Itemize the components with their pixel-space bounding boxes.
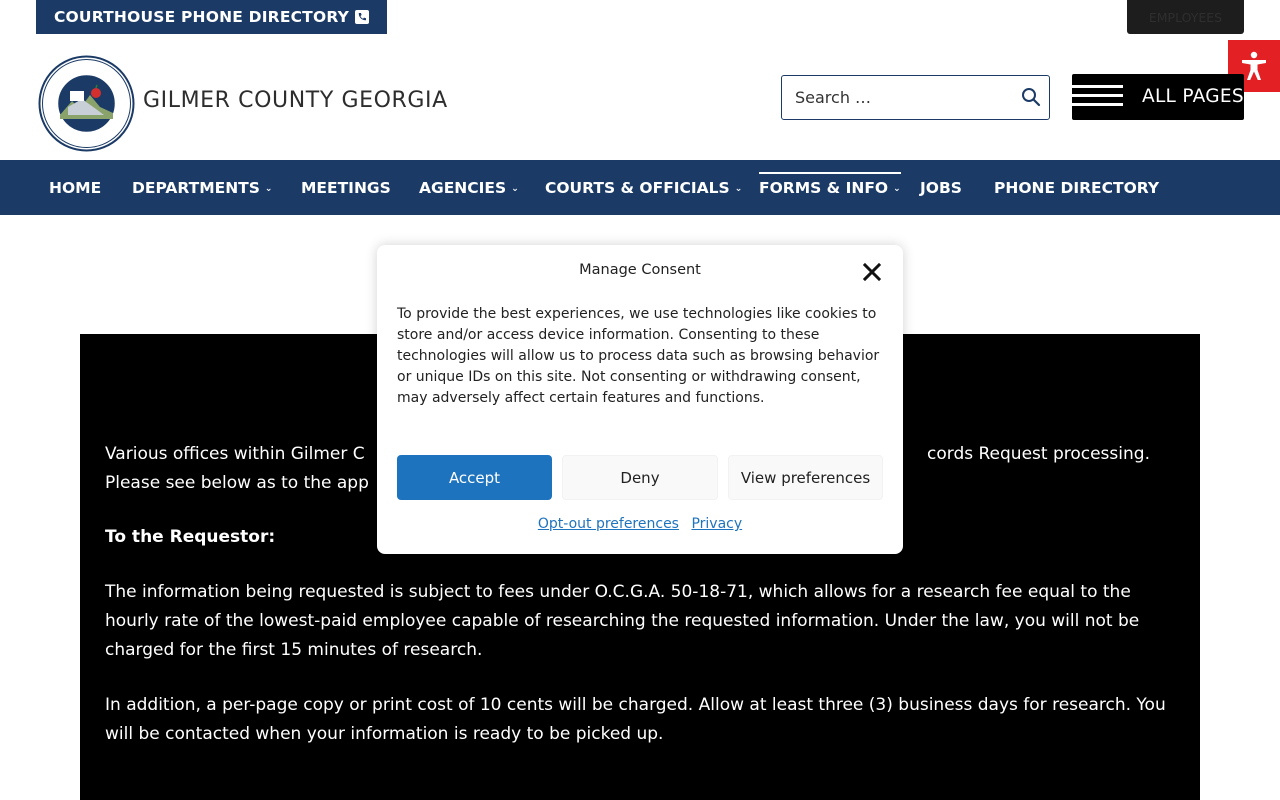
accept-button[interactable]: Accept — [397, 455, 552, 500]
chevron-down-icon: ⌄ — [511, 183, 519, 194]
all-pages-menu-button[interactable] — [1072, 74, 1244, 120]
requestor-heading: To the Requestor: — [105, 527, 276, 547]
opt-out-preferences-link[interactable]: Opt-out preferences — [537, 516, 679, 532]
employees-button[interactable]: EMPLOYEES — [1127, 0, 1244, 34]
main-navigation — [0, 160, 1280, 215]
site-title[interactable]: GILMER COUNTY GEORGIA — [143, 88, 448, 113]
chevron-down-icon: ⌄ — [734, 183, 743, 194]
phone-directory-label: COURTHOUSE PHONE DIRECTORY — [53, 8, 350, 26]
nav-meetings[interactable] — [301, 160, 391, 215]
hamburger-icon — [1072, 85, 1123, 107]
nav-agencies-label: AGENCIES — [419, 178, 507, 197]
fees-paragraph: The information being requested is subject to fees under O.C.G.A. 50-18-71, which allows for a research fee equal to the hourly rate of the lowest-paid employee capable of researching the requested information. Under the law, you will not be charged for the first 15 minutes of research. — [105, 582, 1140, 660]
intro-text-end: cords Request processing. — [927, 444, 1150, 464]
consent-title: Manage Consent — [579, 262, 701, 278]
nav-home[interactable] — [49, 160, 101, 215]
search-icon[interactable] — [1021, 87, 1041, 107]
chevron-down-icon: ⌄ — [264, 183, 273, 194]
consent-links — [377, 516, 903, 532]
search-box — [781, 75, 1050, 120]
county-seal-logo[interactable] — [38, 55, 135, 152]
nav-phone-directory[interactable] — [994, 160, 1159, 215]
view-preferences-button[interactable]: View preferences — [728, 455, 883, 500]
nav-phone-directory-label: PHONE DIRECTORY — [994, 178, 1160, 197]
courthouse-phone-directory-button[interactable] — [36, 0, 387, 34]
nav-meetings-label: MEETINGS — [301, 178, 391, 197]
nav-departments[interactable] — [132, 160, 272, 215]
intro-text-start: Various offices within Gilmer C — [105, 444, 365, 464]
chevron-down-icon: ⌄ — [893, 183, 901, 194]
privacy-link[interactable]: Privacy — [691, 516, 743, 532]
deny-button[interactable]: Deny — [562, 455, 718, 500]
nav-courts-officials[interactable] — [545, 160, 742, 215]
copy-cost-paragraph: In addition, a per-page copy or print cost of 10 cents will be charged. Allow at least three (3) business days for research. You will be contacted when your information is ready to be picked up. — [105, 695, 1166, 744]
nav-jobs[interactable] — [920, 160, 962, 215]
intro-text-line2: Please see below as to the app — [105, 473, 369, 493]
nav-forms-info[interactable] — [759, 160, 901, 215]
all-pages-label: ALL PAGES — [1142, 86, 1244, 107]
consent-dialog — [377, 245, 903, 554]
nav-home-label: HOME — [49, 178, 102, 197]
phone-icon — [355, 10, 369, 24]
search-input[interactable] — [782, 76, 1012, 118]
nav-departments-label: DEPARTMENTS — [132, 178, 260, 197]
nav-forms-info-label: FORMS & INFO — [759, 178, 889, 197]
nav-agencies[interactable] — [419, 160, 519, 215]
nav-jobs-label: JOBS — [920, 178, 962, 197]
close-icon[interactable] — [863, 263, 881, 281]
consent-message: To provide the best experiences, we use technologies like cookies to store and/or access device information. Consenting to these technologies will allow us to process data such as browsing behavior or unique IDs on this site. Not consenting or withdrawing consent, may adversely affect certain features and functions. — [397, 306, 880, 406]
nav-courts-officials-label: COURTS & OFFICIALS — [545, 178, 730, 197]
